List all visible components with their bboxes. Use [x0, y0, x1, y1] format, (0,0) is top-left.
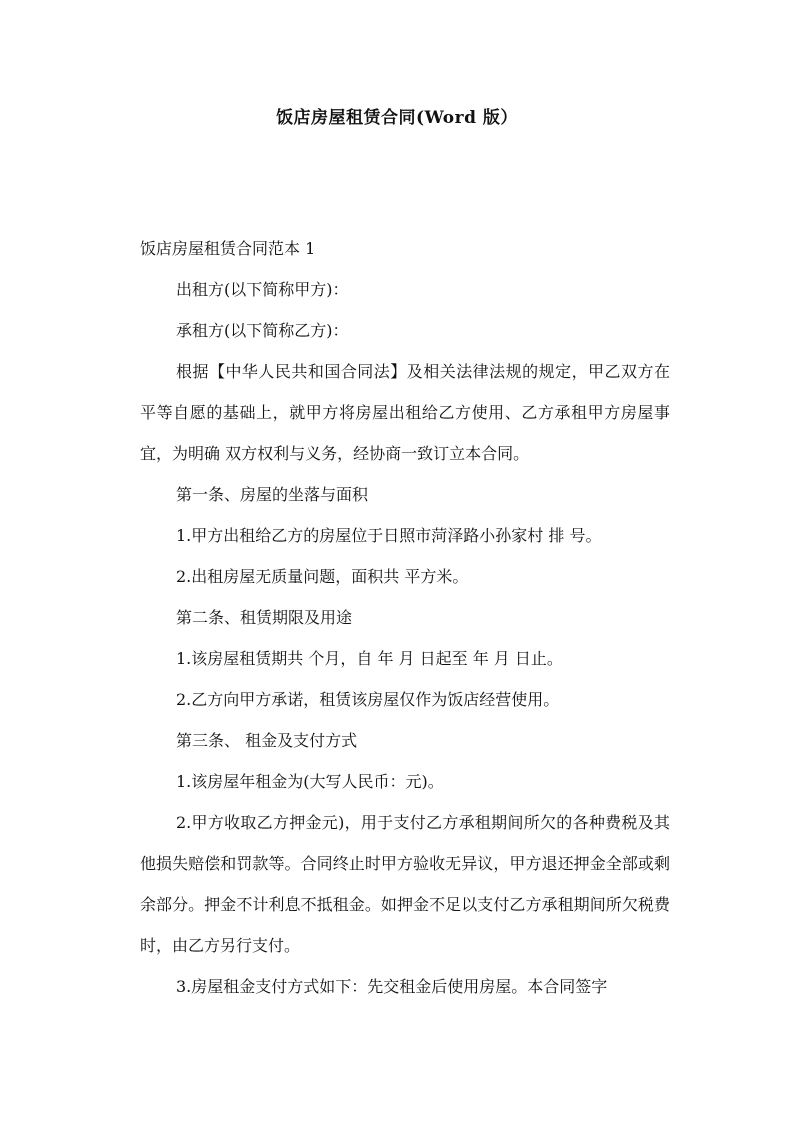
document-title: 饭店房屋租赁合同(Word 版） — [276, 108, 518, 128]
lessor-line: 出租方(以下简称甲方)： — [176, 280, 349, 299]
document-body — [140, 228, 670, 1007]
article-2-clause-1: 1.该房屋租赁期共 个月，自 年 月 日起至 年 月 日止。 — [176, 649, 563, 668]
article-2-clause-2: 2.乙方向甲方承诺，租赁该房屋仅作为饭店经营使用。 — [176, 690, 560, 709]
article-1-clause-2: 2.出租房屋无质量问题，面积共 平方米。 — [176, 567, 469, 586]
contract-heading: 饭店房屋租赁合同范本 1 — [140, 239, 316, 258]
article-1-heading: 第一条、房屋的坐落与面积 — [176, 485, 369, 504]
article-2-heading: 第二条、租赁期限及用途 — [176, 608, 353, 627]
article-3-heading: 第三条、 租金及支付方式 — [176, 731, 358, 750]
article-3-clause-3: 3.房屋租金支付方式如下：先交租金后使用房屋。本合同签字 — [176, 977, 608, 996]
article-3-clause-1: 1.该房屋年租金为(大写人民币：元)。 — [176, 772, 444, 791]
lessee-line: 承租方(以下简称乙方)： — [176, 321, 349, 340]
preamble-paragraph: 根据【中华人民共和国合同法】及相关法律法规的规定，甲乙双方在平等自愿的基础上，就甲方将房屋出租给乙方使用、乙方承租甲方房屋事宜，为明确 双方权利与义务，经协商一致订立本合同。 — [140, 362, 670, 463]
article-3-clause-2: 2.甲方收取乙方押金元)，用于支付乙方承租期间所欠的各种费税及其他损失赔偿和罚款等。合同终止时甲方验收无异议，甲方退还押金全部或剩余部分。押金不计利息不抵租金。如押金不足以支付乙方承租期间所欠税费时，由乙方另行支付。 — [140, 813, 670, 955]
article-1-clause-1: 1.甲方出租给乙方的房屋位于日照市菏泽路小孙家村 排 号。 — [176, 526, 602, 545]
